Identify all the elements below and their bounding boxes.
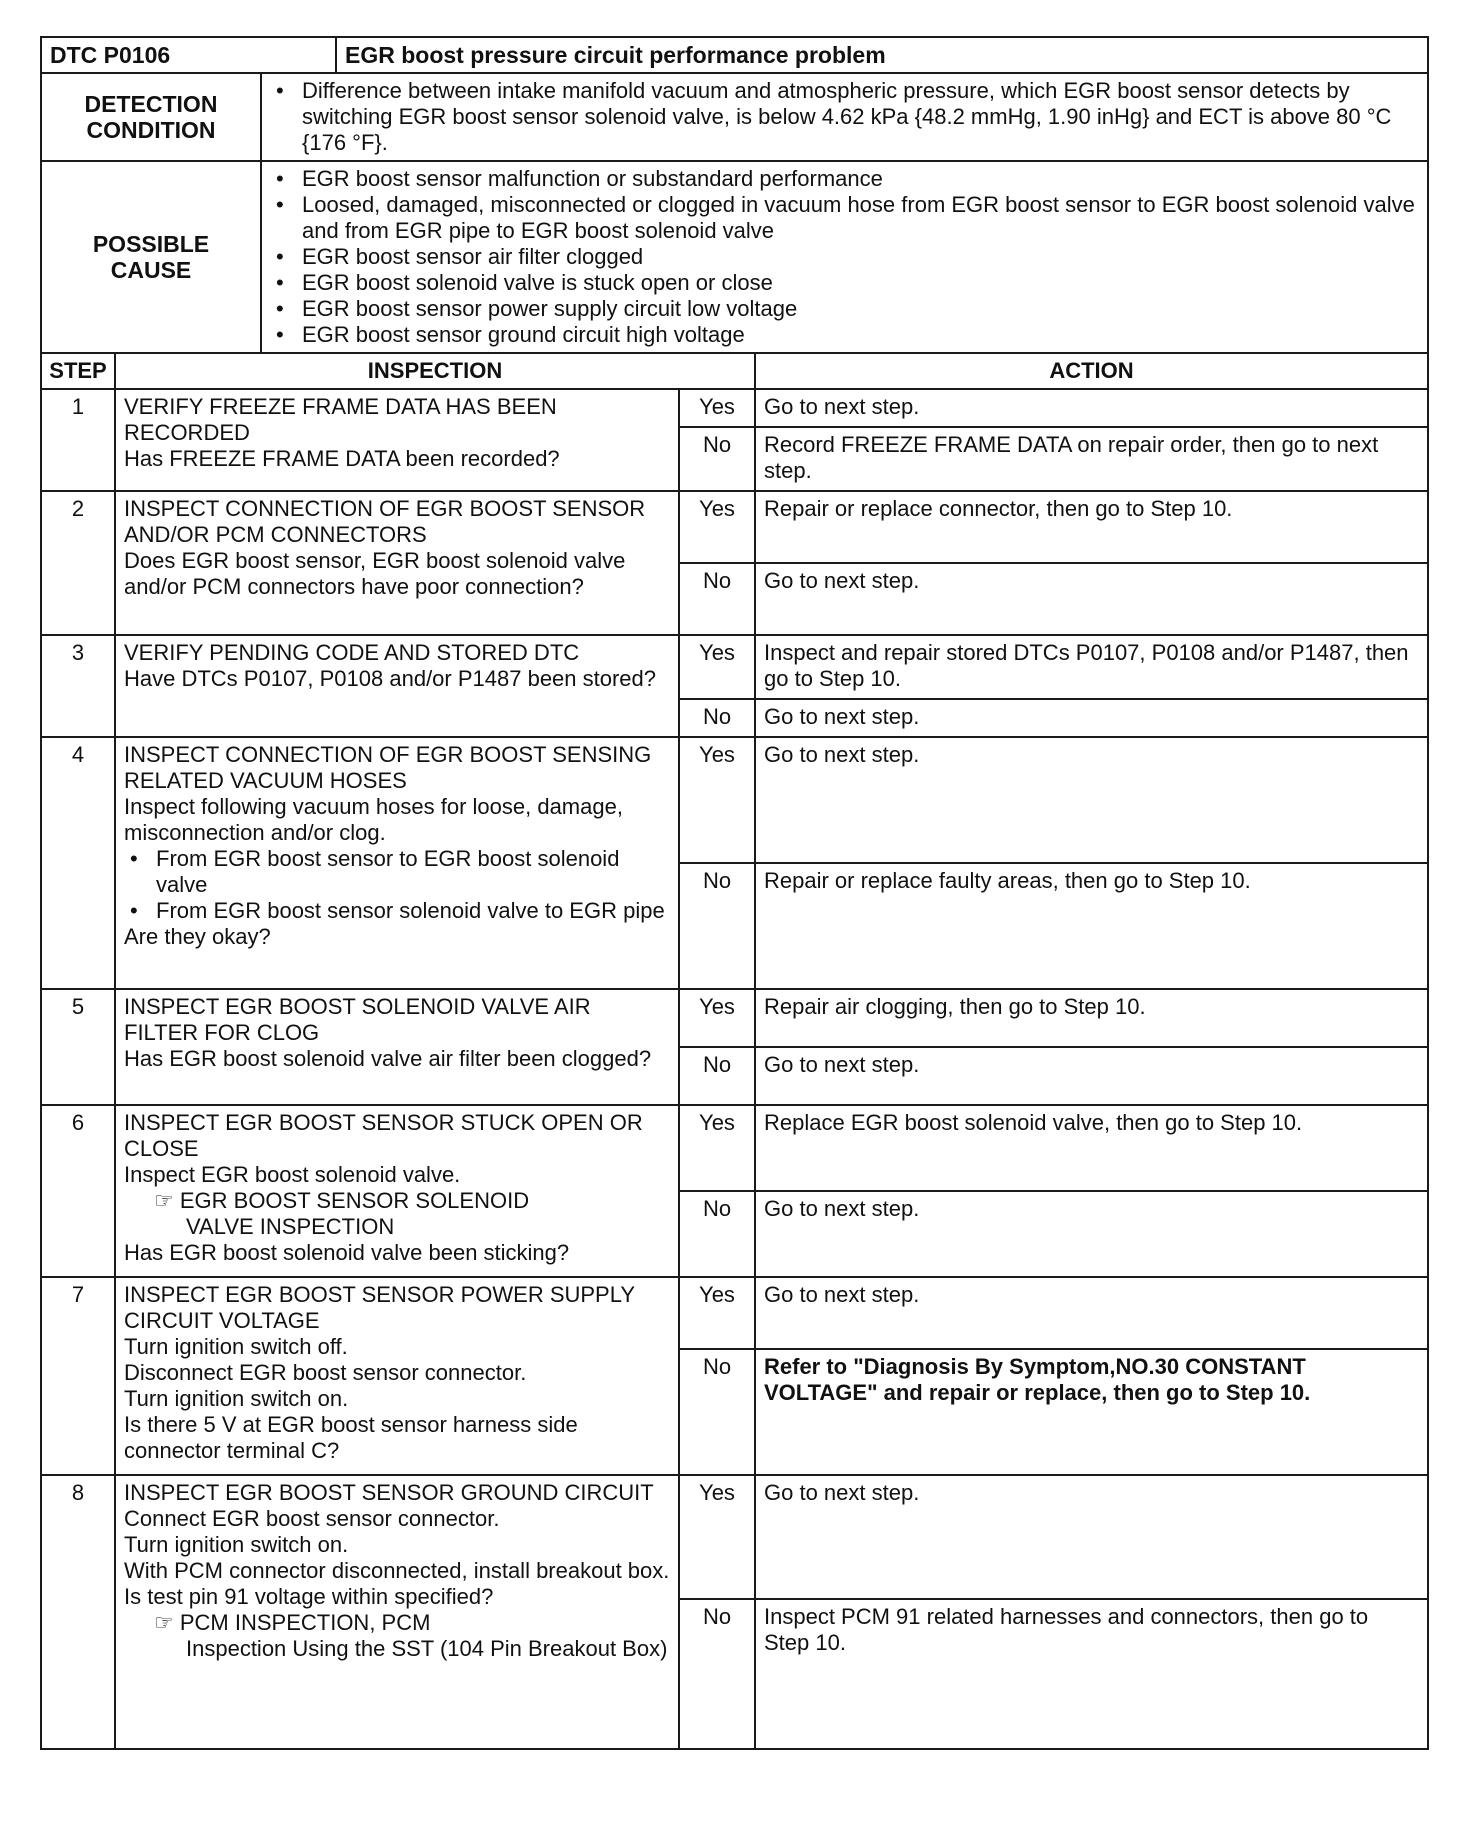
step-number: 5 — [41, 989, 115, 1105]
step-question: Does EGR boost sensor, EGR boost solenoid valve and/or PCM connectors have poor connection? — [124, 548, 626, 599]
no-label: No — [679, 427, 755, 491]
step-heading: INSPECT CONNECTION OF EGR BOOST SENSING RELATED VACUUM HOSES — [124, 742, 652, 793]
step-heading: INSPECT EGR BOOST SENSOR POWER SUPPLY CIRCUIT VOLTAGE — [124, 1282, 635, 1333]
reference-title-cont: VALVE INSPECTION — [186, 1214, 395, 1239]
hose-item: • From EGR boost sensor to EGR boost solenoid valve — [124, 846, 670, 898]
no-label: No — [679, 1191, 755, 1277]
step-heading: INSPECT EGR BOOST SENSOR GROUND CIRCUIT — [124, 1480, 654, 1505]
step-number: 1 — [41, 389, 115, 491]
step-heading: INSPECT EGR BOOST SOLENOID VALVE AIR FILTER FOR CLOG — [124, 994, 591, 1045]
step-instruction: Disconnect EGR boost sensor connector. — [124, 1360, 527, 1385]
no-label: No — [679, 863, 755, 989]
no-action: Go to next step. — [755, 1047, 1428, 1105]
possible-cause-label-line2: CAUSE — [110, 257, 192, 283]
detection-label-line1: DETECTION — [84, 91, 218, 117]
dtc-document — [40, 36, 1427, 1750]
step-number: 4 — [41, 737, 115, 989]
step-question: Have DTCs P0107, P0108 and/or P1487 been stored? — [124, 666, 657, 691]
step-inspection — [115, 1277, 679, 1475]
no-action: Go to next step. — [755, 699, 1428, 737]
yes-action: Repair air clogging, then go to Step 10. — [755, 989, 1428, 1047]
no-label: No — [679, 1349, 755, 1475]
step-inspection — [115, 1475, 679, 1749]
step-question: Has FREEZE FRAME DATA been recorded? — [124, 446, 560, 471]
detection-label-line2: CONDITION — [86, 117, 216, 143]
step-number: 7 — [41, 1277, 115, 1475]
yes-label: Yes — [679, 635, 755, 699]
reference-link[interactable] — [124, 1188, 670, 1214]
yes-action: Go to next step. — [755, 1475, 1428, 1599]
no-label: No — [679, 1047, 755, 1105]
step-number: 8 — [41, 1475, 115, 1749]
cause-item: • EGR boost sensor power supply circuit low voltage — [270, 296, 1419, 322]
pointing-hand-icon: ☞ — [154, 1188, 174, 1213]
yes-label: Yes — [679, 1277, 755, 1349]
no-action: Inspect PCM 91 related harnesses and connectors, then go to Step 10. — [755, 1599, 1428, 1749]
step-question: Has EGR boost solenoid valve been sticking? — [124, 1240, 570, 1265]
inspection-column-header: INSPECTION — [115, 353, 755, 389]
step-instruction: Inspect EGR boost solenoid valve. — [124, 1162, 461, 1187]
reference-link[interactable] — [124, 1610, 670, 1636]
action-column-header: ACTION — [755, 353, 1428, 389]
step-heading: INSPECT CONNECTION OF EGR BOOST SENSOR AND/OR PCM CONNECTORS — [124, 496, 646, 547]
no-action: Record FREEZE FRAME DATA on repair order, then go to next step. — [755, 427, 1428, 491]
cause-item: • EGR boost sensor air filter clogged — [270, 244, 1419, 270]
no-action: Refer to "Diagnosis By Symptom,NO.30 CONSTANT VOLTAGE" and repair or replace, then go to Step 10. — [755, 1349, 1428, 1475]
possible-cause-label-line1: POSSIBLE — [92, 231, 210, 257]
cause-item: • EGR boost sensor ground circuit high voltage — [270, 322, 1419, 348]
dtc-code: DTC P0106 — [41, 37, 336, 73]
no-label: No — [679, 699, 755, 737]
step-instruction: Turn ignition switch off. — [124, 1334, 348, 1359]
yes-label: Yes — [679, 737, 755, 863]
yes-action: Go to next step. — [755, 389, 1428, 427]
step-inspection — [115, 635, 679, 737]
no-label: No — [679, 1599, 755, 1749]
detection-label — [41, 73, 261, 161]
step-number: 3 — [41, 635, 115, 737]
dtc-title: EGR boost pressure circuit performance problem — [336, 37, 1428, 73]
steps-table — [40, 352, 1429, 1750]
step-question: Is there 5 V at EGR boost sensor harness side connector terminal C? — [124, 1412, 578, 1463]
step-instruction: Turn ignition switch on. — [124, 1386, 349, 1411]
dtc-header-table — [40, 36, 1429, 354]
step-instruction: Connect EGR boost sensor connector. — [124, 1506, 500, 1531]
step-inspection — [115, 737, 679, 989]
detection-item: • Difference between intake manifold vacuum and atmospheric pressure, which EGR boost sensor detects by switching EGR boost sensor solenoid valve, is below 4.62 kPa {48.2 mmHg, 1.90 inHg} and ECT is above 80 °C {176 °F}. — [270, 78, 1419, 156]
yes-label: Yes — [679, 1475, 755, 1599]
step-instruction: Inspect following vacuum hoses for loose, damage, misconnection and/or clog. — [124, 794, 623, 845]
possible-cause-content — [261, 161, 1428, 353]
yes-action: Go to next step. — [755, 1277, 1428, 1349]
step-heading: VERIFY PENDING CODE AND STORED DTC — [124, 640, 580, 665]
pointing-hand-icon: ☞ — [154, 1610, 174, 1635]
step-number: 6 — [41, 1105, 115, 1277]
step-column-header: STEP — [41, 353, 115, 389]
no-action: Go to next step. — [755, 563, 1428, 635]
yes-action: Replace EGR boost solenoid valve, then go to Step 10. — [755, 1105, 1428, 1191]
yes-action: Repair or replace connector, then go to Step 10. — [755, 491, 1428, 563]
no-action: Repair or replace faulty areas, then go to Step 10. — [755, 863, 1428, 989]
cause-item: • Loosed, damaged, misconnected or clogged in vacuum hose from EGR boost sensor to EGR boost solenoid valve and from EGR pipe to EGR boost solenoid valve — [270, 192, 1419, 244]
step-instruction: With PCM connector disconnected, install breakout box. — [124, 1558, 670, 1583]
no-action: Go to next step. — [755, 1191, 1428, 1277]
step-number: 2 — [41, 491, 115, 635]
reference-title: PCM INSPECTION, PCM — [179, 1610, 431, 1635]
step-question: Is test pin 91 voltage within specified? — [124, 1584, 494, 1609]
step-question: Are they okay? — [124, 924, 271, 949]
no-label: No — [679, 563, 755, 635]
yes-label: Yes — [679, 1105, 755, 1191]
yes-label: Yes — [679, 389, 755, 427]
reference-title: EGR BOOST SENSOR SOLENOID — [179, 1188, 530, 1213]
possible-cause-label — [41, 161, 261, 353]
step-inspection — [115, 989, 679, 1105]
step-question: Has EGR boost solenoid valve air filter been clogged? — [124, 1046, 652, 1071]
cause-item: • EGR boost solenoid valve is stuck open or close — [270, 270, 1419, 296]
step-instruction: Turn ignition switch on. — [124, 1532, 349, 1557]
yes-label: Yes — [679, 491, 755, 563]
yes-action: Go to next step. — [755, 737, 1428, 863]
yes-action: Inspect and repair stored DTCs P0107, P0108 and/or P1487, then go to Step 10. — [755, 635, 1428, 699]
yes-label: Yes — [679, 989, 755, 1047]
step-heading: VERIFY FREEZE FRAME DATA HAS BEEN RECORDED — [124, 394, 557, 445]
step-inspection — [115, 491, 679, 635]
step-inspection — [115, 389, 679, 491]
step-inspection — [115, 1105, 679, 1277]
detection-content — [261, 73, 1428, 161]
cause-item: • EGR boost sensor malfunction or substandard performance — [270, 166, 1419, 192]
hose-item: • From EGR boost sensor solenoid valve to EGR pipe — [124, 898, 670, 924]
step-heading: INSPECT EGR BOOST SENSOR STUCK OPEN OR CLOSE — [124, 1110, 643, 1161]
reference-title-cont: Inspection Using the SST (104 Pin Breakout Box) — [186, 1636, 668, 1661]
